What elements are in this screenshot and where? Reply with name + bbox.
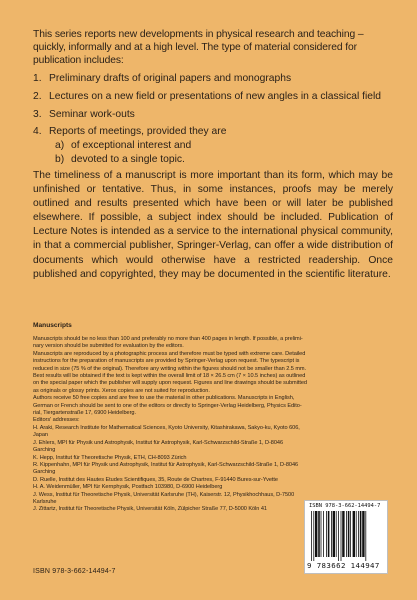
- manuscripts-line: rial, Tiergartenstraße 17, 6900 Heidelberg.: [33, 410, 136, 417]
- barcode-bar: [365, 511, 366, 561]
- list-item-number: 4.: [33, 126, 42, 137]
- barcode-bar: [323, 511, 324, 557]
- intro-paragraph: [33, 28, 393, 67]
- sub-list-item: [55, 139, 191, 152]
- barcode-bar: [328, 511, 330, 557]
- manuscripts-line: Authors receive 50 free copies and are free to use the material in other publications. Manuscripts in English,: [33, 395, 295, 402]
- list-item-text: Lectures on a new field or presentations of new angles in a classical field: [49, 91, 381, 102]
- barcode-bar: [353, 511, 355, 557]
- editor-address-line: H. A. Weidenmüller, MPI für Kernphysik, Postfach 103980, D-6900 Heidelberg: [33, 484, 223, 491]
- list-item-number: 1.: [33, 73, 42, 84]
- barcode-bar: [331, 511, 332, 557]
- manuscripts-line: Best results will be obtained if the text is kept within the overall limit of 18 × 26.5 cm (7 × 10.5 inches) as outlined: [33, 373, 306, 380]
- barcode-bar: [360, 511, 362, 557]
- editor-address-line: J. Wess, Institut für Theoretische Physik, Universität Karlsruhe (TH), Kaiserstr. 12, Physikhochhaus, D-7500: [33, 491, 295, 498]
- barcode-bar: [318, 511, 320, 557]
- timeliness-text: The timeliness of a manuscript is more important than its form, which may be unfinished or tentative. Thus, in some instances, proofs may be merely outlined and results presented which have been or will later be published elsewhere. If possible, a subject index should be included. Publication of Lecture Notes is intended as a service to the international physical community, in that a commercial publisher, Springer-Verlag, can offer a wide distribution of documents which would otherwise have a restricted readership. Once published and copyrighted, they may be documented in the scientific literature.: [33, 170, 393, 280]
- barcode-isbn-text: ISBN 978-3-662-14494-7: [309, 503, 381, 509]
- timeliness-paragraph: [33, 169, 393, 282]
- manuscripts-heading: Manuscripts: [33, 322, 72, 329]
- barcode-bar: [313, 511, 314, 561]
- list-item: [33, 108, 135, 121]
- manuscripts-line: as originals or glossy prints. Xerox copies are not suited for reproduction.: [33, 387, 210, 394]
- editor-address-line: H. Araki, Research Institute for Mathematical Sciences, Kyoto University, Kitashirakawa, Sakyo-ku, Kyoto 606,: [33, 424, 300, 431]
- list-item: [33, 72, 291, 85]
- manuscripts-instructions: [33, 336, 388, 514]
- manuscripts-line: on the special paper which the publisher will supply upon request. Figures and line drawings should be submitted: [33, 380, 307, 387]
- editor-address-line: D. Ruelle, Institut des Hautes Etudes Scientifiques, 35, Route de Chartres, F-91440 Bures-sur-Yvette: [33, 476, 278, 483]
- barcode-bar: [333, 511, 335, 557]
- barcode-bar: [362, 511, 364, 557]
- list-item-text: Reports of meetings, provided they are: [49, 126, 227, 137]
- list-item-number: 2.: [33, 91, 42, 102]
- manuscripts-line: nary version should be submitted for evaluation by the editors.: [33, 343, 184, 350]
- editor-address-line: Garching: [33, 469, 56, 476]
- list-item-text: Preliminary drafts of original papers and monographs: [49, 73, 292, 84]
- editor-address-line: R. Kippenhahn, MPI für Physik und Astrophysik, Institut für Astrophysik, Karl-Schwarzschild-Straße 1, D-8046: [33, 461, 299, 468]
- editor-address-line: J. Zittartz, Institut für Theoretische Physik, Universität Köln, Zülpicher Straße 77, D-5000 Köln 41: [33, 506, 267, 513]
- barcode-icon: [311, 511, 383, 561]
- list-item: [33, 125, 226, 138]
- list-item-text: Seminar work-outs: [49, 109, 135, 120]
- editor-address-line: J. Ehlers, MPI für Physik und Astrophysik, Institut für Astrophysik, Karl-Schwarzschild-Straße 1, D-8046: [33, 439, 284, 446]
- barcode-bar: [358, 511, 359, 557]
- barcode-bar: [342, 511, 344, 557]
- editor-address-line: Garching: [33, 447, 56, 454]
- isbn-label: ISBN 978-3-662-14494-7: [33, 568, 116, 575]
- manuscripts-line: reduced in size (75 % of the original). Therefore any writing within the figures should not be smaller than 2.5 mm.: [33, 365, 307, 372]
- editors-heading: Editors' addresses:: [33, 417, 80, 424]
- barcode-bar: [321, 511, 322, 557]
- barcode-digits: 9 783662 144947: [307, 561, 380, 570]
- list-item-number: 3.: [33, 109, 42, 120]
- barcode-bar: [356, 511, 357, 557]
- manuscripts-line: instructions for the preparation of manuscripts are provided by Springer-Verlag upon request. The typescript is: [33, 358, 300, 365]
- manuscripts-line: German or French should be sent to one of the editors or directly to Springer-Verlag Heidelberg, Physics Edito-: [33, 402, 302, 409]
- barcode-bar: [346, 511, 347, 557]
- barcode-bar: [326, 511, 327, 557]
- manuscripts-line: Manuscripts should be no less than 100 and preferably no more than 400 pages in length. If possible, a prelimi-: [33, 336, 303, 342]
- editor-address-line: Karlsruhe: [33, 498, 57, 505]
- editor-address-line: Japan: [33, 432, 48, 439]
- sub-list-item-letter: a): [55, 140, 65, 151]
- sub-list-item: [55, 153, 185, 166]
- barcode-bar: [311, 511, 312, 561]
- barcode-bar: [338, 511, 339, 561]
- sub-list-item-text: devoted to a single topic.: [71, 154, 185, 165]
- sub-list-item-letter: b): [55, 154, 65, 165]
- barcode-bar: [348, 511, 350, 557]
- editor-address-line: K. Hepp, Institut für Theoretische Physik, ETH, CH-8093 Zürich: [33, 454, 187, 461]
- sub-list-item-text: of exceptional interest and: [71, 140, 192, 151]
- barcode-bar: [336, 511, 337, 557]
- barcode-bar: [350, 511, 351, 557]
- barcode-bar: [341, 511, 342, 561]
- barcode-bar: [315, 511, 317, 557]
- barcode-sticker: [304, 500, 388, 574]
- manuscripts-line: Manuscripts are reproduced by a photographic process and therefore must be typed with extreme care. Detailed: [33, 350, 306, 357]
- list-item: [33, 90, 381, 103]
- intro-text: This series reports new developments in physical research and teaching – quickly, informally and at a high level. The type of material considered for publication includes:: [33, 29, 364, 66]
